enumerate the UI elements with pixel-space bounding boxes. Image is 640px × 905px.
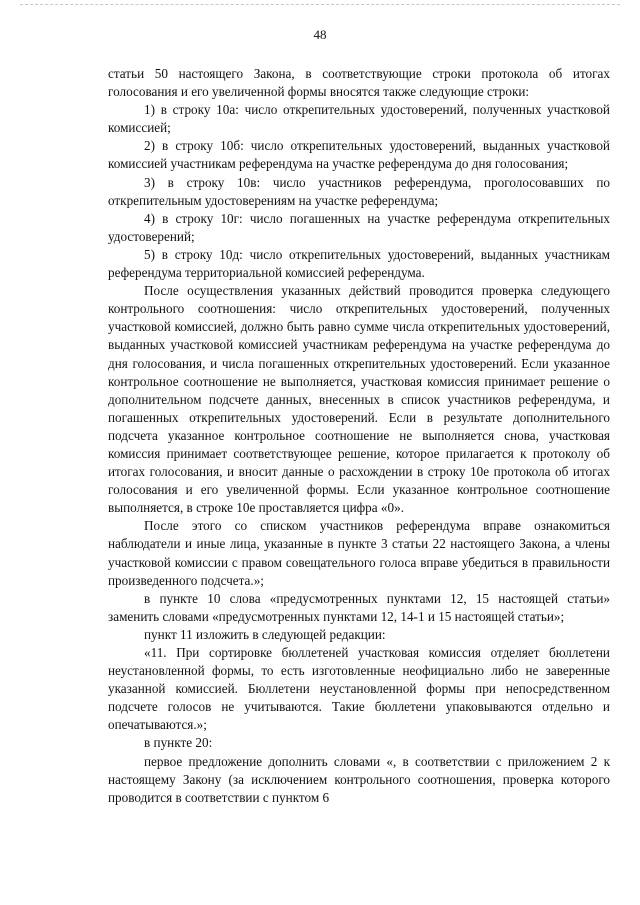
- paragraph: 3) в строку 10в: число участников референдума, проголосовавших по открепительным удостоверениям на участке референдума;: [108, 174, 610, 208]
- paragraph: первое предложение дополнить словами «, в соответствии с приложением 2 к настоящему Закону (за исключением контрольного соотношения, проверка которого проводится в соответствии с пунктом 6: [108, 753, 610, 805]
- paragraph: в пункте 10 слова «предусмотренных пунктами 12, 15 настоящей статьи» заменить словами «предусмотренных пунктами 12, 14-1 и 15 настоящей статьи»;: [108, 590, 610, 624]
- paragraph: в пункте 20:: [144, 735, 213, 751]
- page-number: 48: [313, 27, 327, 42]
- paragraph: 1) в строку 10а: число открепительных удостоверений, полученных участковой комиссией;: [108, 102, 610, 136]
- paragraph: 4) в строку 10г: число погашенных на участке референдума открепительных удостоверений;: [108, 210, 610, 244]
- paragraph: «11. При сортировке бюллетеней участковая комиссия отделяет бюллетени неустановленной формы, то есть изготовленные неофициально либо не заверенные указанной комиссией. Бюллетени неустановленной формы при непосредственном подсчете голосов не учитываются. Такие бюллетени упаковываются отдельно и опечатываются.»;: [108, 645, 610, 733]
- scan-edge-line: [20, 4, 620, 5]
- paragraph: После этого со списком участников референдума вправе ознакомиться наблюдатели и иные лица, указанные в пункте 3 статьи 22 настоящего Закона, а члены участковой комиссии с правом совещательного голоса вправе убедиться в правильности произведенного подсчета.»;: [108, 518, 610, 588]
- paragraph: пункт 11 изложить в следующей редакции:: [144, 626, 386, 642]
- paragraph: статьи 50 настоящего Закона, в соответствующие строки протокола об итогах голосования и его увеличенной формы вносятся также следующие строки:: [108, 66, 610, 100]
- paragraph: После осуществления указанных действий проводится проверка следующего контрольного соотношения: число открепительных удостоверений, полученных участковой комиссией, должно быть равно сумме числа открепительных удостоверений, выданных участковой комиссией участникам референдума на участке референдума до дня голосования, и числа погашенных открепительных удостоверений. Если указанное контрольное соотношение не выполняется, участковая комиссия принимает решение о дополнительном подсчете данных, внесенных в список участников референдума, и погашенных открепительных удостоверений. Если в результате дополнительного подсчета указанное контрольное соотношение не выполняется снова, участковая комиссия принимает соответствующее решение, которое прилагается к протоколу об итогах голосования, и вносит данные о расхождении в строку 10е протокола об итогах голосования и его увеличенной формы. Если указанное контрольное соотношение выполняется, в строке 10е проставляется цифра «0».: [108, 283, 610, 516]
- paragraph: 2) в строку 10б: число открепительных удостоверений, выданных участковой комиссией участникам референдума на участке референдума до дня голосования;: [108, 138, 610, 172]
- paragraph: 5) в строку 10д: число открепительных удостоверений, выданных участникам референдума территориальной комиссией референдума.: [108, 246, 610, 281]
- document-body: [108, 65, 610, 807]
